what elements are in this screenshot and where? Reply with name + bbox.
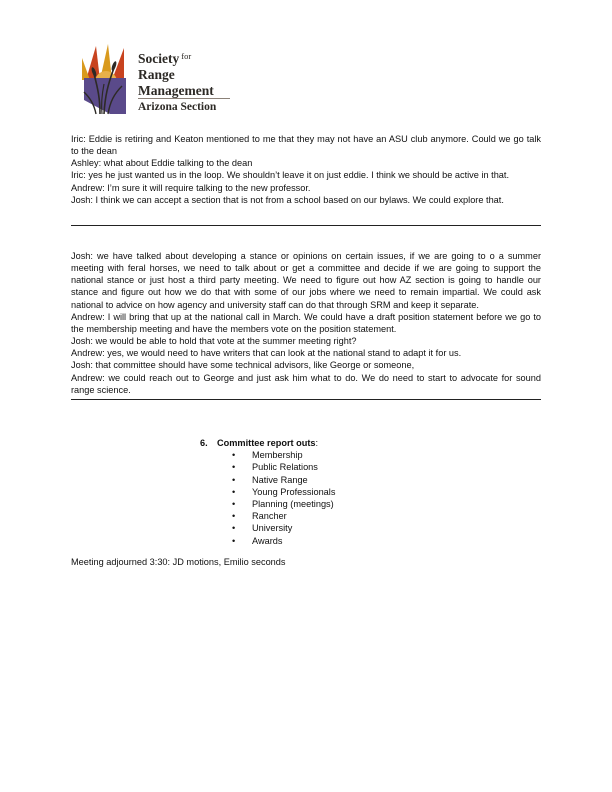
adjournment-note: Meeting adjourned 3:30: JD motions, Emilio seconds [71,557,286,567]
srm-logo [80,44,230,118]
logo-divider [138,98,230,99]
section-divider [71,399,541,400]
paragraph: Josh: that committee should have some technical advisors, like George or someone, [71,360,415,371]
logo-subtitle: Arizona Section [138,101,217,113]
logo-society: Society [138,51,180,66]
committee-heading [200,437,335,449]
paragraph: Andrew: we could reach out to George and just ask him what to do. We do need to start to advocate for sound range science. [71,372,541,395]
committee-name: Native Range [252,474,308,485]
bullet-icon: • [232,511,236,522]
committee-list [200,449,335,547]
committee-title: Committee report outs [217,438,316,448]
list-item [200,449,335,461]
discussion-block-1 [71,133,541,206]
committee-name: Young Professionals [252,486,336,497]
logo-for: for [181,51,192,61]
committee-name: University [252,523,293,534]
paragraph: Andrew: I’m sure it will require talking to the new professor. [71,182,311,193]
heading-colon: : [315,438,319,448]
list-item [200,461,335,473]
paragraph: Josh: we have talked about developing a stance or opinions on certain issues, if we are going to o a summer meeting with feral horses, we need to talk about or get a committee and decide if we are going to support the national stance or just host a third party meeting. We need to figure out how AZ section is going to handle our stance and figure out how we do that with some of our jobs where we need to remain impartial. We could ask national to advice on how agency and university staff can do that through SRM and keep it separate. [71,251,541,310]
committee-section [200,437,335,547]
list-item [200,486,335,498]
paragraph: Iric: Eddie is retiring and Keaton mentioned to me that they may not have an ASU club anymore. Could we go talk to the dean [71,134,541,157]
committee-name: Membership [252,450,303,461]
logo-wordmark [138,48,234,99]
bullet-icon: • [232,523,236,534]
list-item [200,498,335,510]
arizona-sunset-icon [80,44,140,118]
list-item [200,510,335,522]
list-item [200,474,335,486]
paragraph: Andrew: I will bring that up at the national call in March. We could have a draft position statement before we go to the membership meeting and have the members vote on the position statement. [71,311,541,334]
bullet-icon: • [232,462,236,473]
committee-name: Public Relations [252,462,318,473]
bullet-icon: • [232,535,236,546]
bullet-icon: • [232,499,236,510]
committee-name: Awards [252,535,283,546]
bullet-icon: • [232,486,236,497]
bullet-icon: • [232,474,236,485]
logo-management: Management [138,83,214,98]
paragraph: Josh: we would be able to hold that vote at the summer meeting right? [71,336,357,347]
paragraph: Andrew: yes, we would need to have writers that can look at the national stand to adapt it for us. [71,348,462,359]
paragraph: Josh: I think we can accept a section that is not from a school based on our bylaws. We could explore that. [71,194,504,205]
bullet-icon: • [232,450,236,461]
section-divider [71,225,541,226]
logo-range: Range [138,67,175,82]
paragraph: Ashley: what about Eddie talking to the dean [71,158,253,169]
committee-name: Planning (meetings) [252,499,334,510]
paragraph: Iric: yes he just wanted us in the loop. We shouldn’t leave it on just eddie. I think we should be active in that. [71,170,510,181]
discussion-block-2 [71,250,541,396]
committee-name: Rancher [252,511,287,522]
list-item [200,535,335,547]
list-item [200,522,335,534]
item-number: 6. [200,438,208,448]
